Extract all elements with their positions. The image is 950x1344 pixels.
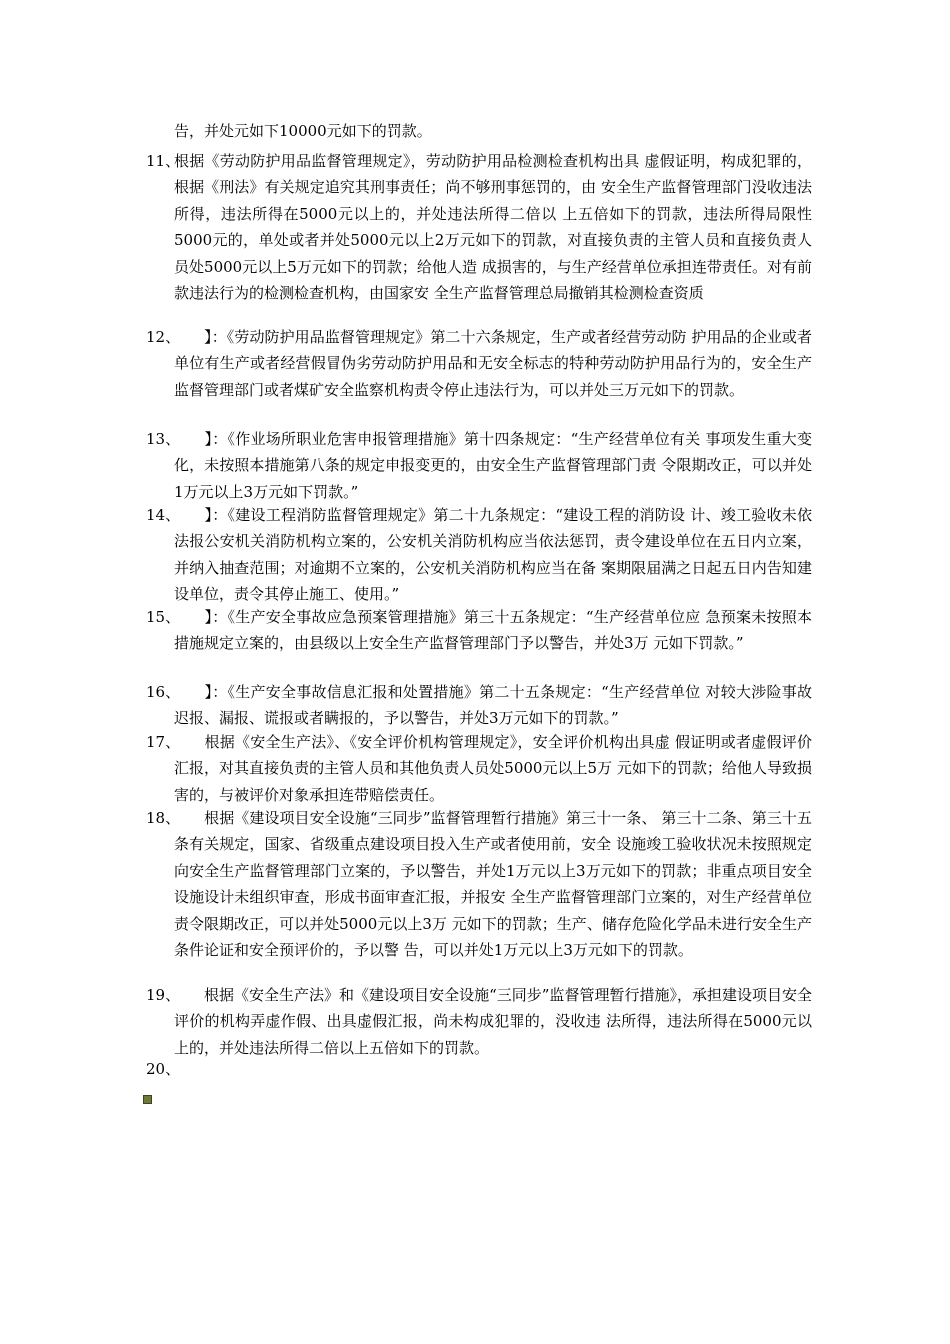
- list-item-text: 根据《安全生产法》、《安全评价机构管理规定》，安全评价机构出具虚 假证明或者虚假评价汇报，对其直接负责的主管人员和其他负责人员处5000元以上5万 元如下的罚款；给他人导致损害的，与被评价对象承担连带赔偿责任。: [174, 733, 812, 804]
- paragraph-text: 告，并处元如下10000元如下的罚款。: [174, 122, 432, 140]
- list-number: 18、: [146, 809, 181, 827]
- list-item-text: 】：《生产安全事故应急预案管理措施》第三十五条规定：“生产经营单位应 急预案未按照本措施规定立案的，由县级以上安全生产监督管理部门予以警告，并处3万 元如下罚款。”: [174, 608, 812, 653]
- list-item-text: 】：《建设工程消防监督管理规定》第二十九条规定：“建设工程的消防设 计、竣工验收未依法报公安机关消防机构立案的，公安机关消防机构应当依法惩罚，责令建设单位在五日内立案，并纳入抽查范围；对逾期不立案的，公安机关消防机构应当在备 案期限届满之日起五日内告知建设单位，责令其停止施工、使用。”: [174, 506, 812, 604]
- list-number: 11、: [146, 152, 181, 170]
- list-item-15: [146, 604, 812, 657]
- list-item-19: [146, 982, 812, 1061]
- list-item-11: [146, 148, 812, 306]
- list-number: 14、: [146, 506, 181, 524]
- list-number: 12、: [146, 328, 181, 346]
- list-item-text: 根据《劳动防护用品监督管理规定》，劳动防护用品检测检查机构出具 虚假证明，构成犯罪的，根据《刑法》有关规定追究其刑事责任；尚不够刑事惩罚的，由 安全生产监督管理部门没收违法所得，违法所得在5000元以上的，并处违法所得二倍以 上五倍如下的罚款，违法所得局限性5000元的，单处或者并处5000元以上2万元如下的罚款，对直接负责的主管人员和直接负责人员处5000元以上5万元如下的罚款；给他人造 成损害的，与生产经营单位承担连带责任。对有前款违法行为的检测检查机构，由国家安 全生产监督管理总局撤销其检测检查资质: [174, 152, 812, 303]
- list-item-text: 根据《建设项目安全设施“三同步”监督管理暂行措施》第三十一条、 第三十二条、第三十五条有关规定，国家、省级重点建设项目投入生产或者使用前，安全 设施竣工验收状况未按照规定向安全生产监督管理部门立案的，予以警告，并处1万元以上3万元如下的罚款；非重点项目安全设施设计未组织审查，形成书面审查汇报，并报安 全生产监督管理部门立案的，对生产经营单位责令限期改正，可以并处5000元以上3万 元如下的罚款；生产、储存危险化学品未进行安全生产条件论证和安全预评价的，予以警 告，可以并处1万元以上3万元如下的罚款。: [174, 809, 812, 960]
- paragraph-continuation: [146, 118, 812, 144]
- list-number: 16、: [146, 683, 181, 701]
- image-placeholder-icon: [143, 1095, 152, 1104]
- list-number: 13、: [146, 430, 181, 448]
- list-number: 19、: [146, 986, 181, 1004]
- list-item-text: 根据《安全生产法》和《建设项目安全设施“三同步”监督管理暂行措施》，承担建设项目安全评价的机构弄虚作假、出具虚假汇报，尚未构成犯罪的，没收违 法所得，违法所得在5000元以上的，并处违法所得二倍以上五倍如下的罚款。: [174, 986, 812, 1057]
- list-item-13: [146, 426, 812, 505]
- list-number: 15、: [146, 608, 181, 626]
- list-item-18: [146, 805, 812, 963]
- list-number: 20、: [146, 1060, 181, 1078]
- list-item-text: 】：《作业场所职业危害申报管理措施》第十四条规定：“生产经营单位有关 事项发生重大变化，未按照本措施第八条的规定申报变更的，由安全生产监督管理部门责 令限期改正，可以并处1万元以上3万元如下罚款。”: [174, 430, 812, 501]
- list-item-14: [146, 502, 812, 608]
- list-item-17: [146, 729, 812, 808]
- list-item-text: 】：《劳动防护用品监督管理规定》第二十六条规定，生产或者经营劳动防 护用品的企业或者单位有生产或者经营假冒伪劣劳动防护用品和无安全标志的特种劳动防护用品行为的，安全生产监督管理部门或者煤矿安全监察机构责令停止违法行为，可以并处三万元如下的罚款。: [174, 328, 812, 399]
- list-item-12: [146, 324, 812, 403]
- list-item-16: [146, 679, 812, 732]
- list-item-text: 】：《生产安全事故信息汇报和处置措施》第二十五条规定：“生产经营单位 对较大涉险事故迟报、漏报、谎报或者瞒报的，予以警告，并处3万元如下的罚款。”: [174, 683, 812, 728]
- list-number: 17、: [146, 733, 181, 751]
